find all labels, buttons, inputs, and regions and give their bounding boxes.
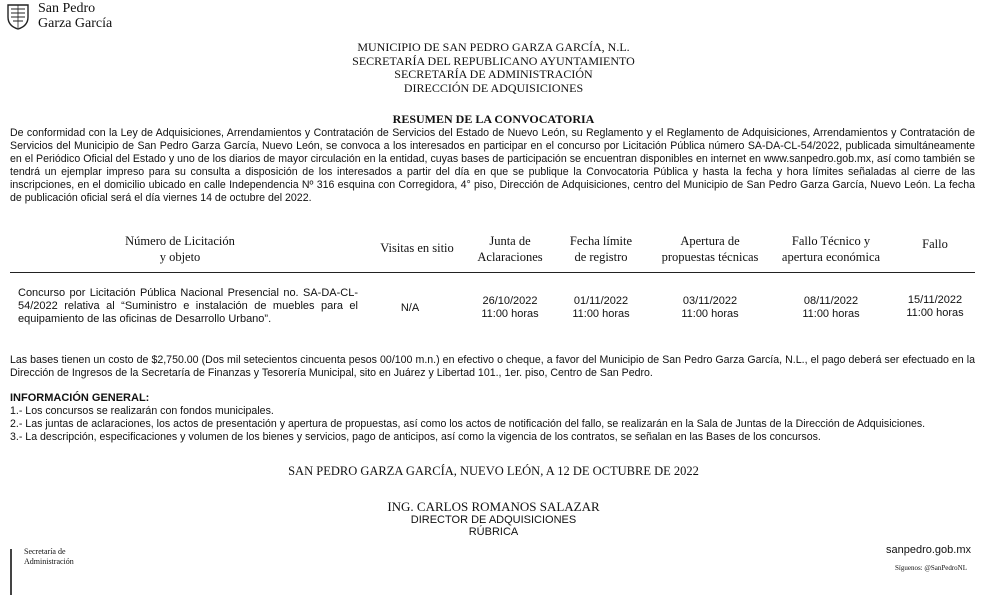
footer-department <box>24 547 74 567</box>
header-ruling <box>772 233 890 265</box>
heading-secretariat: SECRETARÍA DEL REPUBLICANO AYUNTAMIENTO <box>352 53 635 68</box>
footer-department-line2: Administración <box>24 557 74 566</box>
header-opening-line1: Apertura de <box>680 234 740 248</box>
header-opening-line2: propuestas técnicas <box>661 250 759 264</box>
header-deadline-line1: Fecha límite <box>569 234 633 248</box>
footer-social-handle: Síguenos: @SanPedroNL <box>895 564 967 572</box>
header-object-line2: y objeto <box>159 250 201 264</box>
cell-tender-object: Concurso por Licitación Pública Nacional Presencial no. SA-DA-CL-54/2022 relativa al “Suministro e instalación de muebles para el equipamiento de las oficinas de Desarrollo Urbano”. <box>18 287 358 325</box>
cell-final-ruling <box>898 294 972 320</box>
header-ruling-line1: Fallo Técnico y <box>791 234 871 248</box>
header-object <box>90 233 270 265</box>
header-opening <box>650 233 770 265</box>
signer-title: DIRECTOR DE ADQUISICIONES <box>410 514 577 526</box>
cell-visits: N/A <box>400 302 420 314</box>
heading-municipality: MUNICIPIO DE SAN PEDRO GARZA GARCÍA, N.L. <box>357 40 630 54</box>
signature-label: RÚBRICA <box>468 526 519 538</box>
cell-opening-date: 03/11/2022 <box>682 295 738 307</box>
cell-final-ruling-time: 11:00 horas <box>906 307 964 319</box>
footer-website: sanpedro.gob.mx <box>886 544 971 556</box>
cell-clarifications-time: 11:00 horas <box>481 308 539 320</box>
municipal-seal-icon <box>6 2 30 30</box>
cell-deadline-date: 01/11/2022 <box>573 295 629 307</box>
brand-name-line1: San Pedro <box>38 1 96 16</box>
general-info-title: INFORMACIÓN GENERAL: <box>10 392 150 404</box>
footer-accent-bar <box>10 549 12 595</box>
header-clarifications-line1: Junta de <box>489 234 531 248</box>
header-ruling-line2: apertura económica <box>781 250 881 264</box>
summary-title: RESUMEN DE LA CONVOCATORIA <box>392 112 595 126</box>
header-object-line1: Número de Licitación <box>125 234 235 248</box>
header-deadline <box>556 233 646 265</box>
general-info-item: 2.- Las juntas de aclaraciones, los actos de presentación y apertura de propuestas, así como los actos de notificación del fallo, se realizarán en la Sala de Juntas de la Dirección de Adquisiciones. <box>10 418 926 430</box>
document-heading <box>0 41 987 95</box>
intro-paragraph: De conformidad con la Ley de Adquisiciones, Arrendamientos y Contratación de Servicios del Estado de Nuevo León, su Reglamento y el Reglamento de Adquisiciones, Arrendamientos y Contratación de Servicios del Municipio de San Pedro Garza García, Nuevo León, se convoca a los interesados en participar en el concurso por Licitación Pública número SA-DA-CL-54/2022, publicada simultáneamente en el Periódico Oficial del Estado y uno de los diarios de mayor circulación en la entidad, cuyas bases de participación se encuentran disponibles en internet en www.sanpedro.gob.mx, así como también se tendrá un ejemplar impreso para su consulta a disposición de los interesados a partir del día en que se publique la Convocatoria Pública y hasta la fecha y hora límites señaladas al cierre de las inscripciones, en el domicilio ubicado en calle Independencia Nº 316 esquina con Corregidora, 4° piso, Dirección de Adquisiciones, centro del Municipio de San Pedro Garza García, Nuevo León. La fecha de publicación oficial será el día viernes 14 de octubre del 2022. <box>10 127 975 204</box>
bases-paragraph: Las bases tienen un costo de $2,750.00 (Dos mil setecientos cincuenta pesos 00/100 m.n.) en efectivo o cheque, a favor del Municipio de San Pedro Garza García, N.L., el pago deberá ser efectuado en la Dirección de Ingresos de la Secretaría de Finanzas y Tesorería Municipal, sito en Juárez y Libertad 101., 1er. piso, Centro de San Pedro. <box>10 354 975 379</box>
general-info-list <box>10 405 975 444</box>
header-clarifications <box>470 233 550 265</box>
brand-name-line2: Garza García <box>38 16 113 31</box>
heading-administration: SECRETARÍA DE ADMINISTRACIÓN <box>394 67 593 81</box>
cell-ruling-date: 08/11/2022 <box>803 295 859 307</box>
cell-clarifications <box>470 295 550 321</box>
cell-final-ruling-date: 15/11/2022 <box>907 294 963 306</box>
signer-name: ING. CARLOS ROMANOS SALAZAR <box>387 499 600 514</box>
header-deadline-line2: de registro <box>574 250 628 264</box>
cell-deadline-time: 11:00 horas <box>572 308 630 320</box>
heading-directorate: DIRECCIÓN DE ADQUISICIONES <box>403 80 584 95</box>
cell-opening-time: 11:00 horas <box>681 308 739 320</box>
header-visits: Visitas en sitio <box>380 241 454 255</box>
cell-clarifications-date: 26/10/2022 <box>482 295 538 307</box>
cell-ruling <box>772 295 890 321</box>
cell-deadline <box>556 295 646 321</box>
brand-name <box>38 1 112 31</box>
general-info-item: 3.- La descripción, especificaciones y volumen de los bienes y servicios, pago de anticipos, así como la vigencia de los contratos, se señalan en las Bases de los concursos. <box>10 431 821 443</box>
cell-opening <box>650 295 770 321</box>
general-info-item: 1.- Los concursos se realizarán con fondos municipales. <box>10 405 274 417</box>
place-and-date: SAN PEDRO GARZA GARCÍA, NUEVO LEÓN, A 12 DE OCTUBRE DE 2022 <box>288 464 699 478</box>
cell-ruling-time: 11:00 horas <box>802 308 860 320</box>
table-divider <box>10 272 975 273</box>
header-final-ruling: Fallo <box>922 237 948 251</box>
header-clarifications-line2: Aclaraciones <box>477 250 543 264</box>
footer-department-line1: Secretaría de <box>24 547 66 556</box>
